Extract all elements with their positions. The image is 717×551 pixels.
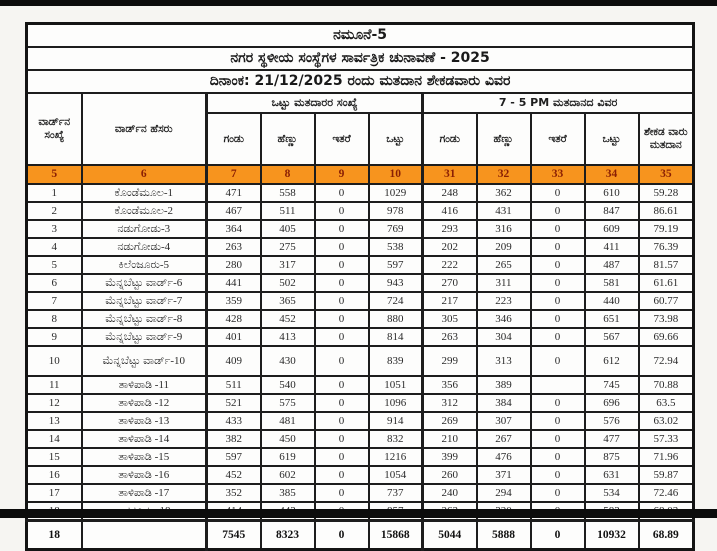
header-pm-male: ಗಂಡು (423, 113, 477, 165)
value-cell: 471 (207, 184, 261, 202)
total-blank-cell (82, 521, 207, 550)
ward-name-cell: ತಾಳಿಪಾಡಿ -11 (82, 376, 207, 394)
column-number: 9 (315, 165, 369, 184)
ward-data-row (27, 220, 694, 238)
form-title: ನಮೂನೆ-5 (27, 24, 694, 48)
value-cell: 69.66 (639, 328, 694, 346)
value-cell: 441 (207, 274, 261, 292)
value-cell: 411 (585, 238, 639, 256)
ward-data-row (27, 292, 694, 310)
value-cell: 724 (369, 292, 423, 310)
ward-name-cell: ತಾಳಿಪಾಡಿ -12 (82, 394, 207, 412)
value-cell: 0 (315, 346, 369, 376)
value-cell: 0 (531, 292, 585, 310)
value-cell: 619 (261, 448, 315, 466)
value-cell: 0 (315, 310, 369, 328)
column-number: 34 (585, 165, 639, 184)
value-cell: 63.02 (639, 412, 694, 430)
value-cell: 267 (477, 430, 531, 448)
value-cell: 270 (423, 274, 477, 292)
value-cell: 440 (585, 292, 639, 310)
ward-data-row (27, 328, 694, 346)
value-cell: 275 (261, 238, 315, 256)
ward-number-cell: 6 (27, 274, 82, 292)
ward-name-cell: ಮೆನ್ನಬೆಟ್ಟು ವಾರ್ಡ್-9 (82, 328, 207, 346)
value-cell: 364 (207, 220, 261, 238)
value-cell: 0 (315, 430, 369, 448)
value-cell: 356 (423, 376, 477, 394)
value-cell: 60.77 (639, 292, 694, 310)
value-cell: 433 (207, 412, 261, 430)
ward-data-row (27, 448, 694, 466)
column-number: 33 (531, 165, 585, 184)
value-cell: 73.98 (639, 310, 694, 328)
value-cell: 0 (315, 484, 369, 502)
value-cell: 576 (585, 412, 639, 430)
value-cell: 0 (531, 202, 585, 220)
photo-letterbox-top (0, 0, 717, 6)
value-cell: 511 (207, 376, 261, 394)
header-group-total-voters: ಒಟ್ಟು ಮತದಾರರ ಸಂಖ್ಯೆ (207, 93, 423, 113)
column-number-row (27, 165, 694, 184)
value-cell: 59.28 (639, 184, 694, 202)
ward-data-row (27, 202, 694, 220)
value-cell: 610 (585, 184, 639, 202)
value-cell: 534 (585, 484, 639, 502)
value-cell: 305 (423, 310, 477, 328)
value-cell: 978 (369, 202, 423, 220)
value-cell: 0 (315, 466, 369, 484)
value-cell: 0 (315, 220, 369, 238)
ward-name-cell: ತಾಳಿಪಾಡಿ -17 (82, 484, 207, 502)
ward-number-cell: 8 (27, 310, 82, 328)
value-cell: 914 (369, 412, 423, 430)
value-cell: 769 (369, 220, 423, 238)
total-other: 0 (315, 521, 369, 550)
ward-data-row (27, 346, 694, 376)
value-cell: 0 (531, 328, 585, 346)
ward-name-cell: ಕೊಂಡೆಮೂಲ-2 (82, 202, 207, 220)
value-cell: 0 (531, 238, 585, 256)
value-cell (531, 376, 585, 394)
value-cell: 269 (423, 412, 477, 430)
column-number: 8 (261, 165, 315, 184)
value-cell: 217 (423, 292, 477, 310)
value-cell: 567 (585, 328, 639, 346)
value-cell: 311 (477, 274, 531, 292)
ward-data-row (27, 310, 694, 328)
value-cell: 0 (531, 412, 585, 430)
value-cell: 0 (531, 394, 585, 412)
value-cell: 57.33 (639, 430, 694, 448)
ward-name-cell: ತಾಳಿಪಾಡಿ -16 (82, 466, 207, 484)
form-title-row (27, 24, 694, 48)
value-cell: 597 (369, 256, 423, 274)
ward-data-row (27, 412, 694, 430)
header-percent: ಶೇಕಡ ವಾರು ಮತದಾನ (639, 113, 694, 165)
value-cell: 609 (585, 220, 639, 238)
value-cell: 385 (261, 484, 315, 502)
value-cell: 0 (531, 184, 585, 202)
value-cell: 1029 (369, 184, 423, 202)
date-line: ದಿನಾಂಕ: 21/12/2025 ರಂದು ಮತದಾನ ಶೇಕಡವಾರು ವಿವರ (27, 70, 694, 93)
total-pm-total: 10932 (585, 521, 639, 550)
value-cell: 651 (585, 310, 639, 328)
value-cell: 1054 (369, 466, 423, 484)
value-cell: 540 (261, 376, 315, 394)
value-cell: 0 (531, 430, 585, 448)
value-cell: 943 (369, 274, 423, 292)
value-cell: 294 (477, 484, 531, 502)
total-percent: 68.89 (639, 521, 694, 550)
value-cell: 240 (423, 484, 477, 502)
ward-name-cell: ತಾಳಿಪಾಡಿ -13 (82, 412, 207, 430)
value-cell: 382 (207, 430, 261, 448)
group-header-row (27, 93, 694, 113)
value-cell: 476 (477, 448, 531, 466)
ward-data-row (27, 394, 694, 412)
value-cell: 521 (207, 394, 261, 412)
value-cell: 0 (531, 484, 585, 502)
header-ward-name: ವಾರ್ಡ್‌ನ ಹೆಸರು (82, 93, 207, 165)
value-cell: 0 (531, 346, 585, 376)
value-cell: 70.88 (639, 376, 694, 394)
value-cell: 832 (369, 430, 423, 448)
value-cell: 399 (423, 448, 477, 466)
ward-name-cell: ತಾಳಿಪಾಡಿ -14 (82, 430, 207, 448)
header-total: ಒಟ್ಟು (369, 113, 423, 165)
value-cell: 1216 (369, 448, 423, 466)
value-cell: 0 (315, 238, 369, 256)
total-female: 8323 (261, 521, 315, 550)
ward-number-cell: 17 (27, 484, 82, 502)
column-number: 7 (207, 165, 261, 184)
ward-number-cell: 1 (27, 184, 82, 202)
value-cell: 317 (261, 256, 315, 274)
total-ward-count: 18 (27, 521, 82, 550)
value-cell: 210 (423, 430, 477, 448)
photo-letterbox-bottom (0, 509, 717, 518)
value-cell: 0 (531, 274, 585, 292)
value-cell: 260 (423, 466, 477, 484)
value-cell: 814 (369, 328, 423, 346)
total-pm-female: 5888 (477, 521, 531, 550)
value-cell: 61.61 (639, 274, 694, 292)
value-cell: 575 (261, 394, 315, 412)
value-cell: 481 (261, 412, 315, 430)
ward-number-cell: 16 (27, 466, 82, 484)
value-cell: 0 (315, 376, 369, 394)
value-cell: 0 (531, 466, 585, 484)
value-cell: 413 (261, 328, 315, 346)
value-cell: 86.61 (639, 202, 694, 220)
value-cell: 0 (315, 202, 369, 220)
ward-name-cell: ನಡುಗೋಡು-3 (82, 220, 207, 238)
value-cell: 0 (315, 394, 369, 412)
total-voters: 15868 (369, 521, 423, 550)
value-cell: 745 (585, 376, 639, 394)
total-male: 7545 (207, 521, 261, 550)
ward-name-cell: ಕೊಂಡೆಮೂಲ-1 (82, 184, 207, 202)
value-cell: 409 (207, 346, 261, 376)
column-number: 35 (639, 165, 694, 184)
value-cell: 1096 (369, 394, 423, 412)
ward-name-cell: ಕಿಲೆಂಜೂರು-5 (82, 256, 207, 274)
ward-data-row (27, 256, 694, 274)
ward-number-cell: 11 (27, 376, 82, 394)
value-cell: 304 (477, 328, 531, 346)
ward-data-row (27, 484, 694, 502)
value-cell: 502 (261, 274, 315, 292)
table-body (27, 184, 694, 521)
value-cell: 538 (369, 238, 423, 256)
value-cell: 452 (261, 310, 315, 328)
value-cell: 316 (477, 220, 531, 238)
value-cell: 696 (585, 394, 639, 412)
header-ward-number: ವಾರ್ಡ್‌ನ ಸಂಖ್ಯೆ (27, 93, 82, 165)
value-cell: 365 (261, 292, 315, 310)
value-cell: 293 (423, 220, 477, 238)
header-female: ಹೆಣ್ಣು (261, 113, 315, 165)
value-cell: 450 (261, 430, 315, 448)
header-other: ಇತರೆ (315, 113, 369, 165)
value-cell: 371 (477, 466, 531, 484)
value-cell: 405 (261, 220, 315, 238)
ward-number-cell: 10 (27, 346, 82, 376)
voting-percentage-table (25, 22, 695, 551)
value-cell: 81.57 (639, 256, 694, 274)
value-cell: 880 (369, 310, 423, 328)
ward-data-row (27, 184, 694, 202)
value-cell: 0 (315, 328, 369, 346)
value-cell: 467 (207, 202, 261, 220)
value-cell: 737 (369, 484, 423, 502)
value-cell: 0 (315, 274, 369, 292)
column-number: 31 (423, 165, 477, 184)
value-cell: 359 (207, 292, 261, 310)
header-pm-other: ಇತರೆ (531, 113, 585, 165)
value-cell: 1051 (369, 376, 423, 394)
ward-number-cell: 13 (27, 412, 82, 430)
header-male: ಗಂಡು (207, 113, 261, 165)
value-cell: 597 (207, 448, 261, 466)
value-cell: 477 (585, 430, 639, 448)
ward-name-cell: ಮೆನ್ನಬೆಟ್ಟು ವಾರ್ಡ್-8 (82, 310, 207, 328)
value-cell: 72.94 (639, 346, 694, 376)
value-cell: 452 (207, 466, 261, 484)
value-cell: 346 (477, 310, 531, 328)
value-cell: 0 (531, 256, 585, 274)
value-cell: 0 (315, 256, 369, 274)
document-sheet (25, 22, 692, 551)
value-cell: 248 (423, 184, 477, 202)
ward-name-cell: ನಡುಗೋಡು-4 (82, 238, 207, 256)
value-cell: 307 (477, 412, 531, 430)
ward-name-cell: ಮೆನ್ನಬೆಟ್ಟು ವಾರ್ಡ್-6 (82, 274, 207, 292)
value-cell: 581 (585, 274, 639, 292)
value-cell: 209 (477, 238, 531, 256)
ward-number-cell: 3 (27, 220, 82, 238)
ward-data-row (27, 466, 694, 484)
value-cell: 0 (315, 292, 369, 310)
ward-number-cell: 9 (27, 328, 82, 346)
value-cell: 847 (585, 202, 639, 220)
value-cell: 0 (531, 220, 585, 238)
ward-number-cell: 7 (27, 292, 82, 310)
value-cell: 0 (531, 310, 585, 328)
main-title: ನಗರ ಸ್ಥಳೀಯ ಸಂಸ್ಥೆಗಳ ಸಾರ್ವತ್ರಿಕ ಚುನಾವಣೆ - 2025 (27, 47, 694, 70)
value-cell: 389 (477, 376, 531, 394)
value-cell: 71.96 (639, 448, 694, 466)
value-cell: 602 (261, 466, 315, 484)
column-number: 6 (82, 165, 207, 184)
main-title-row (27, 47, 694, 70)
header-pm-total: ಒಟ್ಟು (585, 113, 639, 165)
value-cell: 0 (531, 448, 585, 466)
value-cell: 223 (477, 292, 531, 310)
value-cell: 202 (423, 238, 477, 256)
value-cell: 875 (585, 448, 639, 466)
value-cell: 612 (585, 346, 639, 376)
ward-number-cell: 2 (27, 202, 82, 220)
value-cell: 0 (315, 412, 369, 430)
ward-name-cell: ತಾಳಿಪಾಡಿ -15 (82, 448, 207, 466)
total-pm-other: 0 (531, 521, 585, 550)
value-cell: 76.39 (639, 238, 694, 256)
value-cell: 312 (423, 394, 477, 412)
date-line-row (27, 70, 694, 93)
value-cell: 431 (477, 202, 531, 220)
value-cell: 352 (207, 484, 261, 502)
ward-number-cell: 14 (27, 430, 82, 448)
value-cell: 79.19 (639, 220, 694, 238)
total-pm-male: 5044 (423, 521, 477, 550)
ward-number-cell: 4 (27, 238, 82, 256)
value-cell: 362 (477, 184, 531, 202)
value-cell: 416 (423, 202, 477, 220)
value-cell: 430 (261, 346, 315, 376)
value-cell: 313 (477, 346, 531, 376)
value-cell: 263 (423, 328, 477, 346)
ward-number-cell: 15 (27, 448, 82, 466)
ward-name-cell: ಮೆನ್ನಬೆಟ್ಟು ವಾರ್ಡ್-10 (82, 346, 207, 376)
ward-data-row (27, 376, 694, 394)
ward-name-cell: ಮೆನ್ನಬೆಟ್ಟು ವಾರ್ಡ್-7 (82, 292, 207, 310)
header-pm-female: ಹೆಣ್ಣು (477, 113, 531, 165)
ward-data-row (27, 238, 694, 256)
value-cell: 428 (207, 310, 261, 328)
value-cell: 384 (477, 394, 531, 412)
value-cell: 263 (207, 238, 261, 256)
value-cell: 487 (585, 256, 639, 274)
value-cell: 299 (423, 346, 477, 376)
ward-number-cell: 12 (27, 394, 82, 412)
column-number: 10 (369, 165, 423, 184)
value-cell: 222 (423, 256, 477, 274)
header-group-pm-details: 7 - 5 PM ಮತದಾನದ ವಿವರ (423, 93, 694, 113)
ward-data-row (27, 274, 694, 292)
value-cell: 0 (315, 184, 369, 202)
value-cell: 280 (207, 256, 261, 274)
value-cell: 72.46 (639, 484, 694, 502)
value-cell: 558 (261, 184, 315, 202)
total-row (27, 521, 694, 550)
column-number: 32 (477, 165, 531, 184)
value-cell: 59.87 (639, 466, 694, 484)
value-cell: 631 (585, 466, 639, 484)
ward-number-cell: 5 (27, 256, 82, 274)
value-cell: 265 (477, 256, 531, 274)
column-number: 5 (27, 165, 82, 184)
value-cell: 839 (369, 346, 423, 376)
ward-data-row (27, 430, 694, 448)
value-cell: 63.5 (639, 394, 694, 412)
value-cell: 511 (261, 202, 315, 220)
value-cell: 0 (315, 448, 369, 466)
value-cell: 401 (207, 328, 261, 346)
